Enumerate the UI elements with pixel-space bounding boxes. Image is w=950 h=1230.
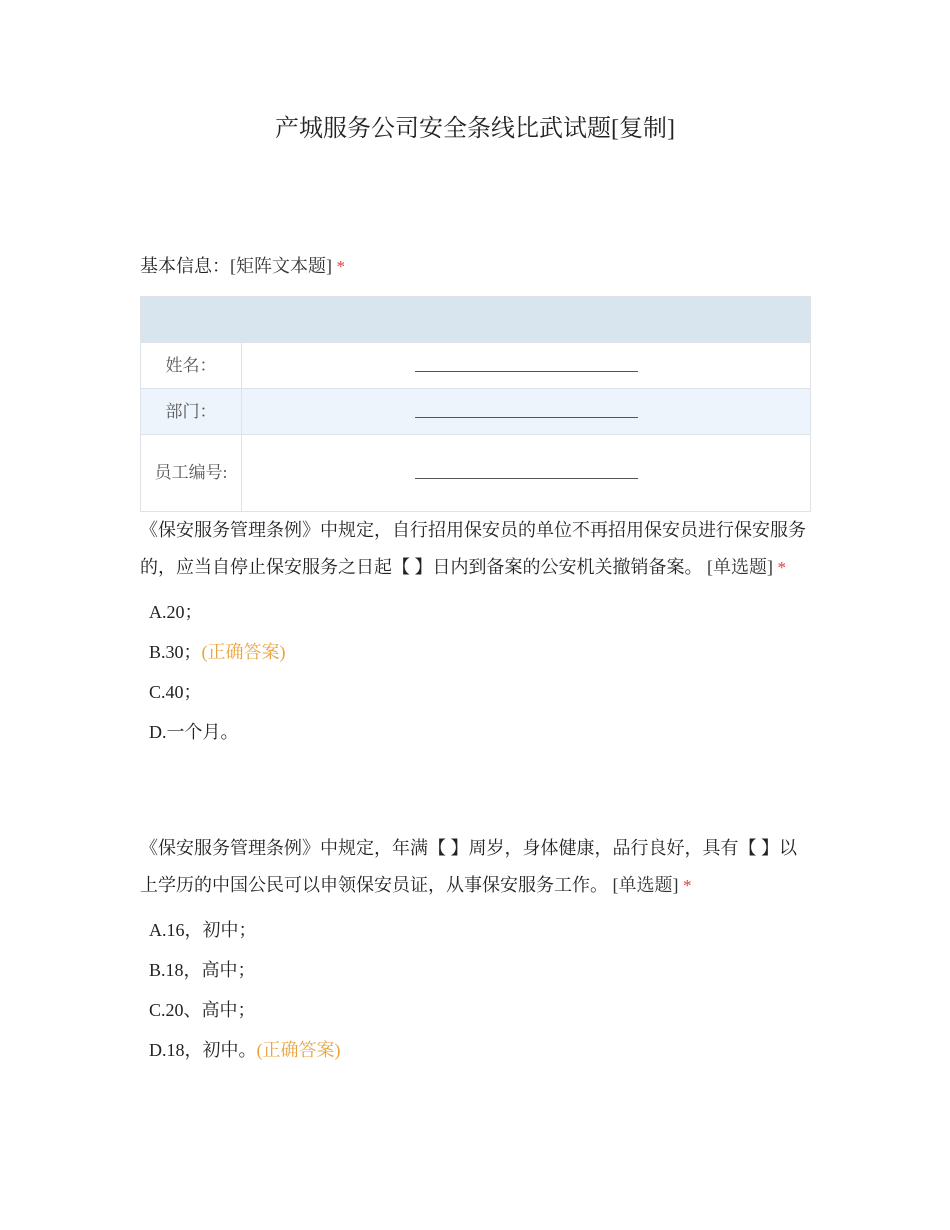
option-text: A.20； — [149, 602, 203, 622]
option-c[interactable] — [140, 990, 812, 1030]
question-1 — [140, 512, 812, 752]
option-c[interactable] — [140, 672, 812, 712]
blank-line — [415, 477, 638, 479]
option-d[interactable] — [140, 1030, 812, 1070]
page-title: 产城服务公司安全条线比武试题[复制] — [275, 116, 675, 142]
basic-info-question — [140, 248, 812, 285]
row-label-employee-id: 员工编号: — [141, 435, 242, 512]
option-text: C.40； — [149, 682, 202, 702]
option-b[interactable] — [140, 950, 812, 990]
name-input[interactable] — [242, 343, 811, 389]
option-b[interactable] — [140, 632, 812, 672]
basic-info-label: 基本信息： — [140, 256, 230, 276]
question-2-text: 《保安服务管理条例》中规定，年满【 】周岁，身体健康，品行良好，具有【 】以上学历的中国公民可以申领保安员证，从事保安服务工作。 — [140, 838, 797, 895]
basic-info-section — [140, 248, 812, 512]
matrix-header-row — [141, 297, 811, 343]
option-a[interactable] — [140, 910, 812, 950]
required-mark: * — [336, 257, 345, 276]
required-mark: * — [683, 876, 692, 895]
correct-answer-tag: (正确答案) — [201, 642, 286, 662]
question-text — [140, 830, 812, 904]
matrix-row-employee-id — [141, 435, 811, 512]
employee-id-input[interactable] — [242, 435, 811, 512]
basic-info-matrix — [140, 296, 811, 512]
option-text: D.18，初中。 — [149, 1040, 257, 1060]
options-list — [140, 592, 812, 752]
option-text: D.一个月。 — [149, 722, 239, 742]
question-type: [矩阵文本题] — [230, 256, 332, 276]
correct-answer-tag: (正确答案) — [256, 1040, 341, 1060]
department-input[interactable] — [242, 389, 811, 435]
matrix-header-cell — [242, 297, 811, 343]
option-text: B.30； — [149, 642, 202, 662]
question-1-text: 《保安服务管理条例》中规定，自行招用保安员的单位不再招用保安员进行保安服务的，应当自停止保安服务之日起【 】日内到备案的公安机关撤销备案。 — [140, 520, 806, 577]
option-a[interactable] — [140, 592, 812, 632]
row-label-department: 部门： — [141, 389, 242, 435]
option-text: B.18，高中； — [149, 960, 256, 980]
option-d[interactable] — [140, 712, 812, 752]
blank-line — [415, 416, 638, 418]
question-type: [单选题] — [612, 875, 679, 895]
question-type: [单选题] — [707, 557, 773, 577]
matrix-row-name — [141, 343, 811, 389]
question-2 — [140, 830, 812, 1070]
matrix-row-department — [141, 389, 811, 435]
row-label-name: 姓名： — [141, 343, 242, 389]
matrix-header-cell — [141, 297, 242, 343]
blank-line — [415, 370, 638, 372]
question-text — [140, 512, 812, 586]
option-text: A.16，初中； — [149, 920, 257, 940]
option-text: C.20、高中； — [149, 1000, 256, 1020]
required-mark: * — [777, 558, 786, 577]
options-list — [140, 910, 812, 1070]
